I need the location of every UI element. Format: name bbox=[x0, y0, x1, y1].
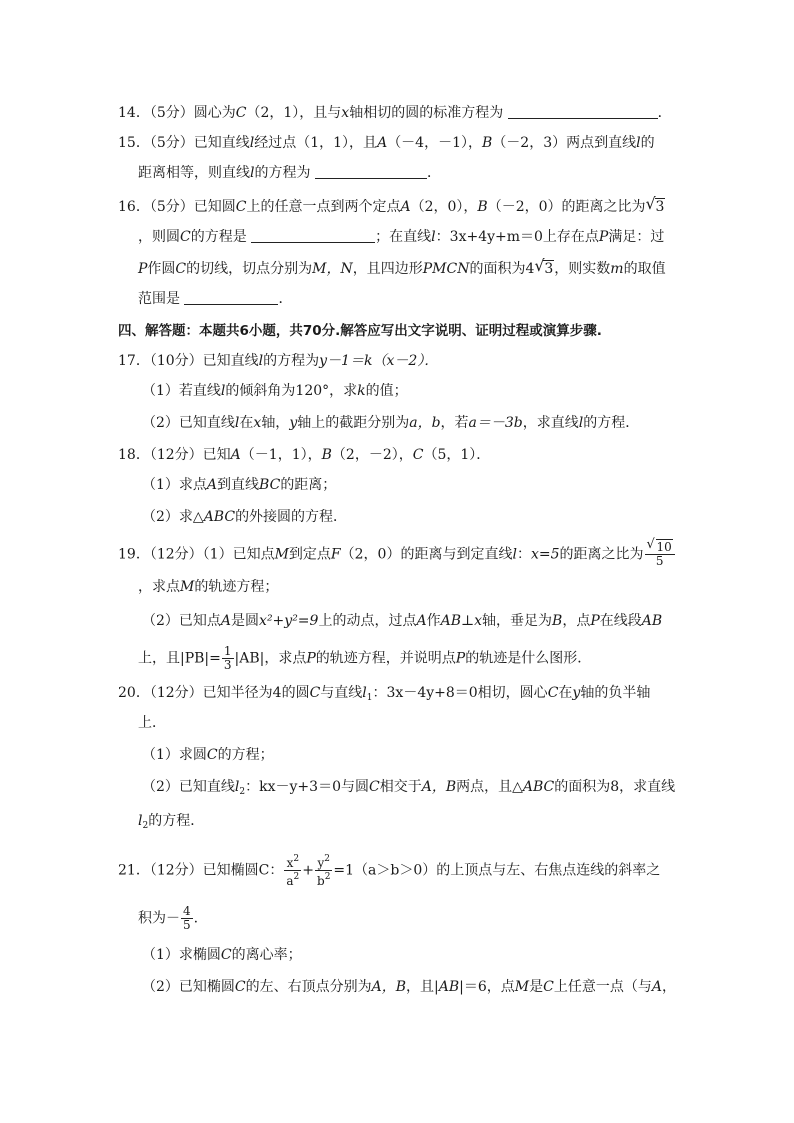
question-17-part-1: （1）若直线l的倾斜角为120°，求k的值； bbox=[142, 383, 408, 399]
sqrt-3b: √ 3 bbox=[534, 256, 554, 277]
question-18-part-2: （2）求△ABC的外接圆的方程． bbox=[142, 509, 348, 525]
question-21-line-2: 积为－ $\frac{4}{5}$ . bbox=[138, 904, 199, 932]
answer-blank-16b[interactable] bbox=[184, 290, 278, 305]
sqrt-3: √ 3 bbox=[645, 194, 665, 215]
answer-blank-15[interactable] bbox=[315, 164, 427, 179]
answer-blank-16a[interactable] bbox=[251, 228, 375, 243]
fraction-x2-a2: $\frac{x^2}{a^2}$ bbox=[286, 854, 300, 888]
question-17-part-2: （2）已知直线l在x轴，y轴上的截距分别为a，b，若a＝－3b，求直线l的方程． bbox=[142, 415, 640, 431]
fraction-4-5: $\frac{4}{5}$ bbox=[183, 904, 191, 932]
question-20-line-5: $l_2$的方程． bbox=[138, 813, 205, 831]
question-21-part-1: （1）求椭圆C的离心率； bbox=[142, 947, 302, 963]
question-21-line-1: 21．（12分）已知椭圆C： $\frac{x^2}{a^2}$ + $\frac{y^2}{b^2}$ =1（a＞b＞0）的上顶点与左、右焦点连线的斜率之 bbox=[118, 854, 661, 888]
question-16-line-4: 范围是 ． bbox=[138, 291, 293, 307]
question-20-line-2: 上． bbox=[138, 715, 166, 731]
question-16-line-2: ，则圆C的方程是 ；在直线l：3x+4y+m＝0上存在点P满足：过 bbox=[138, 229, 665, 245]
question-19-line-4: 上，且|PB|= $\frac{1}{3}$ |AB|，求点P的轨迹方程，并说明点P的轨迹是什么图形． bbox=[138, 644, 592, 672]
section-heading: 四、解答题：本题共6小题，共70分.解答应写出文字说明、证明过程或演算步骤. bbox=[118, 323, 602, 339]
question-20-line-1: 20．（12分）已知半径为4的圆C与直线$l_1$：3x－4y+8＝0相切，圆心C在y轴的负半轴 bbox=[118, 685, 651, 703]
question-20-part-1: （1）求圆C的方程； bbox=[142, 747, 274, 763]
question-21-part-2: （2）已知椭圆C的左、右顶点分别为A，B，且|AB|＝6，点M是C上任意一点（与A， bbox=[142, 979, 676, 995]
fraction-sqrt10-over-5: √ 10 5 bbox=[645, 541, 675, 568]
question-20-part-2: （2）已知直线$l_2$：kx－y+3＝0与圆C相交于A，B两点，且△ABC的面积为8，求直线 bbox=[142, 779, 676, 797]
fraction-1-3: $\frac{1}{3}$ bbox=[223, 644, 232, 672]
question-14-line-1: 14．（5分）圆心为C（2，1），且与x轴相切的圆的标准方程为 ． bbox=[118, 105, 672, 121]
question-18-part-1: （1）求点A到直线BC的距离； bbox=[142, 477, 337, 493]
question-18-line-1: 18．（12分）已知A（－1，1），B（2，－2），C（5，1）． bbox=[118, 447, 491, 463]
question-15-line-2: 距离相等，则直线l的方程为 ． bbox=[138, 165, 441, 181]
question-16-line-3: P作圆C的切线，切点分别为M，N，且四边形PMCN的面积为4 √ 3，则实数m的取值 bbox=[138, 256, 666, 277]
question-16-line-1: 16．（5分）已知圆C上的任意一点到两个定点A（2，0），B（－2，0）的距离之比为 √ 3 bbox=[118, 194, 665, 215]
fraction-y2-b2: $\frac{y^2}{b^2}$ bbox=[317, 854, 331, 888]
question-19-part-2: （2）已知点A是圆x²+y²=9上的动点，过点A作AB⊥x轴，垂足为B，点P在线段AB bbox=[142, 613, 663, 629]
question-19-line-1: 19．（12分）（1）已知点M到定点F（2，0）的距离与到定直线l：x=5的距离之比为 √ 10 5 bbox=[118, 541, 678, 568]
question-17-line-1: 17．（10分）已知直线l的方程为y－1＝k（x－2）． bbox=[118, 353, 439, 369]
question-15-line-1: 15．（5分）已知直线l经过点（1，1），且A（－4，－1），B（－2，3）两点到直线l的 bbox=[118, 135, 655, 151]
question-19-line-2: ，求点M的轨迹方程； bbox=[138, 579, 279, 595]
answer-blank-14[interactable] bbox=[508, 104, 658, 119]
